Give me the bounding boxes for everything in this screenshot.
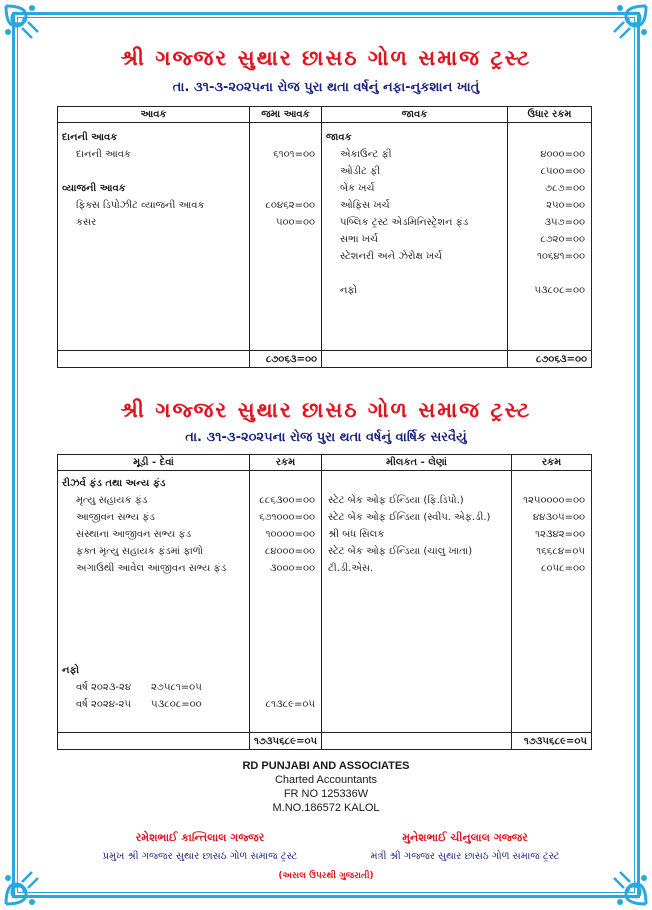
asset-item: સ્ટેટ બેંક ઓફ ઈન્ડિયા (ફિ.ડિપો.) <box>328 495 464 506</box>
pl-table <box>57 106 592 368</box>
income-heading: વ્યાજની આવક <box>62 183 126 194</box>
signatory-secretary <box>335 831 595 862</box>
bs-header-assets: મીલકત - લેણાં <box>322 455 512 471</box>
auditor-mno: M.NO.186572 KALOL <box>272 802 380 814</box>
profit-heading: નફો <box>62 665 80 676</box>
signatory-name: મુનેશભાઈ ચીનુલાલ ગજ્જર <box>402 831 528 844</box>
income-item: ફિક્સ ડિપોઝીટ વ્યાજની આવક <box>76 200 205 211</box>
fund-item: આજીવન સભ્ય ફંડ <box>76 512 155 523</box>
pl-body-row <box>58 123 592 351</box>
ornament-icon <box>2 860 50 908</box>
fund-amount: ૩૦૦૦=૦૦ <box>269 563 315 574</box>
bs-subtitle: તા. ૩૧-૩-૨૦૨૫ના રોજ પુરા થતા વર્ષનું વાર્ષિક સરવૈયું <box>185 430 467 445</box>
fund-amount: ૬૭૧૦૦૦=૦૦ <box>259 512 315 523</box>
expense-heading: જાવક <box>326 132 352 143</box>
bs-total-row <box>58 733 592 750</box>
income-item: દાનની આવક <box>76 149 131 160</box>
bs-table <box>57 454 592 750</box>
expense-item: બેંક ખર્ચ <box>340 183 375 194</box>
profit-year-row <box>58 679 249 696</box>
fund-item: અગાઉથી આવેલ આજીવન સભ્ય ફંડ <box>76 563 227 574</box>
fund-amount: ૮૮૬૩૦૦=૦૦ <box>259 495 315 506</box>
expense-amount: ૩૫૭=૦૦ <box>544 217 585 228</box>
bs-header-assets-amount: રકમ <box>512 455 592 471</box>
pl-total-row <box>58 351 592 368</box>
pl-total-expense: ૮૭૦૬૩=૦૦ <box>508 351 592 368</box>
funds-heading: રીઝર્વ ફંડ તથા અન્ય ફંડ <box>62 478 166 489</box>
bs-body-row <box>58 471 592 733</box>
bs-title: શ્રી ગજ્જર સુથાર છાસઠ ગોળ સમાજ ટ્રસ્ટ <box>120 398 532 422</box>
expense-amount: ૪૦૦૦=૦૦ <box>540 149 585 160</box>
expense-amount: ૭૮૭=૦૦ <box>545 183 585 194</box>
fund-item: ફક્ત મૃત્યુ સહાયક ફંડમાં ફાળો <box>76 546 204 557</box>
ornament-icon <box>602 860 650 908</box>
footer-note: (અસલ ઉપરથી ગુજરાતી) <box>278 871 374 881</box>
signatory-role: મંત્રી શ્રી ગજ્જર સુથાર છાસઠ ગોળ સમાજ ટ્રસ્ટ <box>370 851 560 862</box>
fund-item: મૃત્યુ સહાયક ફંડ <box>76 495 148 506</box>
asset-item: ટી.ડી.એસ. <box>328 563 374 574</box>
pl-header-expense: જાવક <box>322 107 508 123</box>
income-heading: દાનની આવક <box>62 132 118 143</box>
pl-header-row <box>58 107 592 123</box>
auditor-name: RD PUNJABI AND ASSOCIATES <box>242 760 410 772</box>
bs-header-liabilities: મૂડી - દેવાં <box>58 455 250 471</box>
expense-item: એકાઉન્ટ ફી <box>340 149 392 160</box>
expense-amount: ૧૦૬૪૧=૦૦ <box>536 251 585 262</box>
pl-header-income-amount: જમા આવક <box>250 107 322 123</box>
income-amount: ૮૦૪૬૨=૦૦ <box>265 200 315 211</box>
bs-header-row <box>58 455 592 471</box>
auditor-block <box>0 759 652 815</box>
asset-item: સ્ટેટ બેંક ઓફ ઈન્ડિયા (ચાલુ ખાતા) <box>328 546 473 557</box>
profit-year-amount: ૫૩૮૦૮=૦૦ <box>151 699 202 710</box>
pl-header-expense-amount: ઉધાર રકમ <box>508 107 592 123</box>
asset-amount: ૮૦૫૮=૦૦ <box>540 563 585 574</box>
income-amount: ૬૧૦૧=૦૦ <box>273 149 315 160</box>
signatory-role: પ્રમુખ શ્રી ગજ્જર સુથાર છાસઠ ગોળ સમાજ ટ્રસ્ટ <box>102 851 298 862</box>
profit-total-amount: ૮૧૩૮૯=૦૫ <box>265 699 315 710</box>
expense-item: ઓફિસ ખર્ચ <box>340 200 390 211</box>
pl-title: શ્રી ગજ્જર સુથાર છાસઠ ગોળ સમાજ ટ્રસ્ટ <box>120 46 532 70</box>
asset-amount: ૧૬૬૮૪=૦૫ <box>536 546 585 557</box>
auditor-fr: FR NO 125336W <box>283 788 369 800</box>
bs-header-liabilities-amount: રકમ <box>250 455 322 471</box>
expense-amount: ૮૫૦૦=૦૦ <box>540 166 585 177</box>
fund-amount: ૧૦૦૦૦=૦૦ <box>265 529 315 540</box>
profit-year-label: વર્ષ ૨૦૨૪-૨૫ <box>76 699 132 710</box>
pl-header-income: આવક <box>58 107 250 123</box>
fund-item: સંસ્થાના આજીવન સભ્ય ફંડ <box>76 529 192 540</box>
signatory-president <box>70 831 330 862</box>
pl-subtitle: તા. ૩૧-૩-૨૦૨૫ના રોજ પુરા થતા વર્ષનું નફા-નુકશાન ખાતું <box>172 80 480 95</box>
asset-amount: ૧૨૩૪૨=૦૦ <box>535 529 585 540</box>
expense-item: સભા ખર્ચ <box>340 234 378 245</box>
profit-year-amount: ૨૭૫૮૧=૦૫ <box>151 682 202 693</box>
asset-item: સ્ટેટ બેંક ઓફ ઈન્ડિયા (સ્વીપ. એફ.ડી.) <box>328 512 491 523</box>
ornament-icon <box>602 2 650 50</box>
auditor-role: Charted Accountants <box>274 774 378 786</box>
signatory-name: રમેશભાઈ કાન્તિલાલ ગજ્જર <box>135 831 265 844</box>
expense-amount: ૮૭૨૦=૦૦ <box>540 234 585 245</box>
asset-item: શ્રી બંધ સિલક <box>328 529 385 540</box>
profit-amount: ૫૩૮૦૮=૦૦ <box>534 285 585 296</box>
profit-label: નફો <box>340 285 358 296</box>
bs-total-liabilities: ૧૭૩૫૬૮૯=૦૫ <box>250 733 322 750</box>
ornament-icon <box>2 2 50 50</box>
bs-total-assets: ૧૭૩૫૬૮૯=૦૫ <box>512 733 592 750</box>
fund-amount: ૮૪૦૦૦=૦૦ <box>264 546 315 557</box>
income-item: કસર <box>76 217 97 228</box>
profit-year-row <box>58 696 249 713</box>
expense-amount: ૨૫૦=૦૦ <box>546 200 585 211</box>
income-amount: ૫૦૦=૦૦ <box>275 217 315 228</box>
expense-item: પબ્લિક ટ્રસ્ટ એડમિનિસ્ટ્રેશન ફંડ <box>340 217 469 228</box>
expense-item: ઓડીટ ફી <box>340 166 381 177</box>
profit-year-label: વર્ષ ૨૦૨૩-૨૪ <box>76 682 132 693</box>
expense-item: સ્ટેશનરી અને ઝેરોક્ષ ખર્ચ <box>340 251 443 262</box>
asset-amount: ૪૪૩૦૫=૦૦ <box>532 512 585 523</box>
pl-total-income: ૮૭૦૬૩=૦૦ <box>250 351 322 368</box>
asset-amount: ૧૨૫૦૦૦૦=૦૦ <box>523 495 585 506</box>
